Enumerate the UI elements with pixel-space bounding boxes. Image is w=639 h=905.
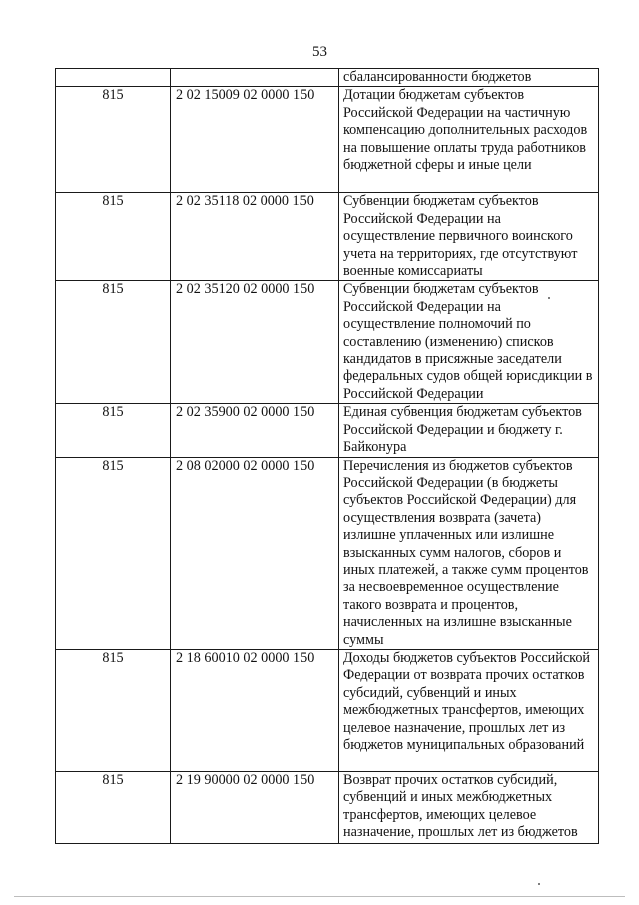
description-cell: Единая субвенция бюджетам субъектов Российской Федерации и бюджету г. Байконура xyxy=(339,404,599,457)
description-cell: Дотации бюджетам субъектов Российской Федерации на частичную компенсацию дополнительных расходов на повышение оплаты труда работников бюджетной сферы и иные цели xyxy=(339,87,599,193)
description-cell: Перечисления из бюджетов субъектов Российской Федерации (в бюджеты субъектов Российской Федерации) для осуществления возврата (зачета) излишне уплаченных или излишне взысканных сумм налогов, сборов и иных платежей, а также сумм процентов за несвоевременное осуществление такого возврата и процентов, начисленных на излишне взысканные суммы xyxy=(339,457,599,649)
admin-code-cell xyxy=(56,69,171,87)
admin-code-cell: 815 xyxy=(56,404,171,457)
budget-code-cell: 2 19 90000 02 0000 150 xyxy=(171,771,339,843)
budget-code-cell: 2 02 15009 02 0000 150 xyxy=(171,87,339,193)
budget-classification-table xyxy=(55,68,599,844)
page-number: 53 xyxy=(312,44,327,60)
budget-code-cell xyxy=(171,69,339,87)
description-cell: сбалансированности бюджетов xyxy=(339,69,599,87)
table-row xyxy=(56,193,599,281)
admin-code-cell: 815 xyxy=(56,193,171,281)
budget-code-cell: 2 02 35120 02 0000 150 xyxy=(171,281,339,404)
table-row xyxy=(56,281,599,404)
table-row xyxy=(56,457,599,649)
scan-speck xyxy=(548,297,550,299)
table-row xyxy=(56,771,599,843)
description-cell: Субвенции бюджетам субъектов Российской Федерации на осуществление полномочий по составлению (изменению) списков кандидатов в присяжные заседатели федеральных судов общей юрисдикции в Российской Федерации xyxy=(339,281,599,404)
admin-code-cell: 815 xyxy=(56,771,171,843)
table-row xyxy=(56,404,599,457)
budget-code-cell: 2 08 02000 02 0000 150 xyxy=(171,457,339,649)
admin-code-cell: 815 xyxy=(56,281,171,404)
admin-code-cell: 815 xyxy=(56,457,171,649)
table-row xyxy=(56,69,599,87)
description-cell: Субвенции бюджетам субъектов Российской Федерации на осуществление первичного воинского учета на территориях, где отсутствуют военные комиссариаты xyxy=(339,193,599,281)
budget-code-cell: 2 02 35118 02 0000 150 xyxy=(171,193,339,281)
table-row xyxy=(56,87,599,193)
table-row xyxy=(56,649,599,771)
admin-code-cell: 815 xyxy=(56,649,171,771)
scan-speck xyxy=(538,883,540,885)
admin-code-cell: 815 xyxy=(56,87,171,193)
budget-code-cell: 2 02 35900 02 0000 150 xyxy=(171,404,339,457)
description-cell: Возврат прочих остатков субсидий, субвенций и иных межбюджетных трансфертов, имеющих целевое назначение, прошлых лет из бюджетов xyxy=(339,771,599,843)
budget-code-cell: 2 18 60010 02 0000 150 xyxy=(171,649,339,771)
scan-edge-line xyxy=(14,896,625,897)
description-cell: Доходы бюджетов субъектов Российской Федерации от возврата прочих остатков субсидий, субвенций и иных межбюджетных трансфертов, имеющих целевое назначение, прошлых лет из бюджетов муниципальных образований xyxy=(339,649,599,771)
